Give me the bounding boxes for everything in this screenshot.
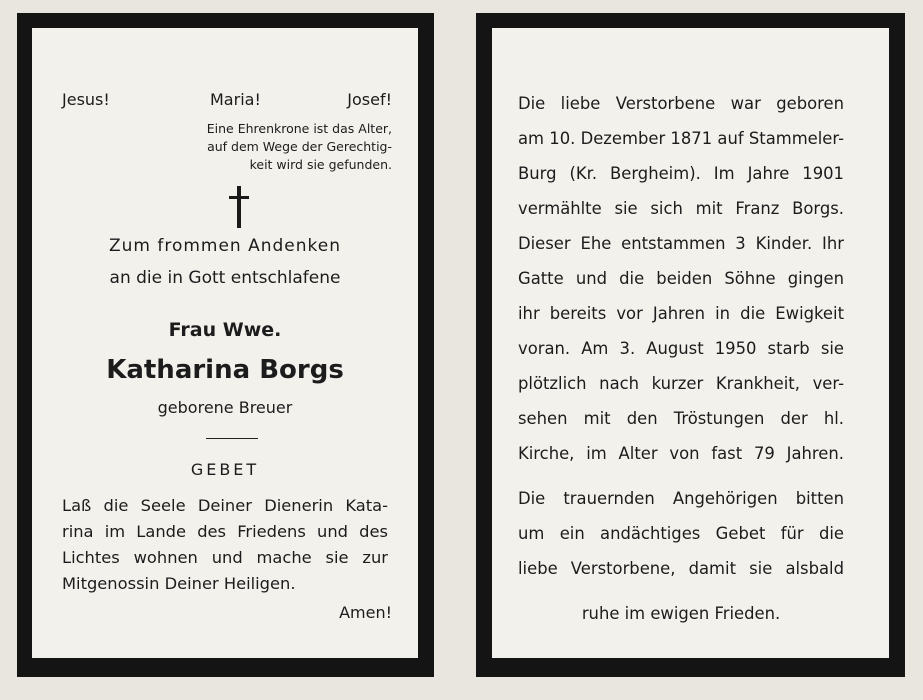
left-card: [17, 13, 434, 677]
prayer-title: GEBET: [190, 460, 260, 479]
bio-line: Dieser Ehe entstammen 3 Kinder. Ihr: [518, 234, 844, 253]
divider: [206, 438, 258, 439]
bio-line: Burg (Kr. Bergheim). Im Jahre 1901: [518, 164, 844, 183]
request-line: Die trauernden Angehörigen bitten: [518, 489, 844, 508]
amen-text: Amen!: [339, 603, 392, 622]
bio-line: ihr bereits vor Jahren in die Ewigkeit: [518, 304, 844, 323]
bio-line: vermählte sie sich mit Franz Borgs.: [518, 199, 844, 218]
biography-text: [518, 86, 844, 471]
right-card: [476, 13, 905, 677]
request-line: liebe Verstorbene, damit sie alsbald: [518, 559, 844, 578]
latin-cross-icon: [229, 186, 249, 228]
motto-line: auf dem Wege der Gerechtig-: [207, 139, 392, 154]
prayer-line: Mitgenossin Deiner Heiligen.: [62, 574, 296, 593]
request-line: um ein andächtiges Gebet für die: [518, 524, 844, 543]
motto-line: keit wird sie gefunden.: [249, 157, 392, 172]
name-jesus: Jesus!: [62, 90, 110, 109]
motto-line: Eine Ehrenkrone ist das Alter,: [206, 121, 392, 136]
prayer-line: Lichtes wohnen und mache sie zur: [62, 548, 388, 567]
bio-line: Die liebe Verstorbene war geboren: [518, 94, 844, 113]
maiden-name: geborene Breuer: [157, 398, 293, 417]
prayer-text: [62, 493, 388, 597]
bio-line: am 10. Dezember 1871 auf Stammeler-: [518, 129, 844, 148]
name-josef: Josef!: [347, 90, 392, 109]
andenken-line: an die in Gott entschlafene: [109, 268, 341, 288]
closing-line: ruhe im ewigen Frieden.: [581, 604, 781, 623]
deceased-name: Katharina Borgs: [106, 355, 344, 385]
prayer-line: rina im Lande des Friedens und des: [62, 522, 388, 541]
bio-line: Kirche, im Alter von fast 79 Jahren.: [518, 444, 844, 463]
bio-line: plötzlich nach kurzer Krankheit, ver-: [518, 374, 844, 393]
bio-line: sehen mit den Tröstungen der hl.: [518, 409, 844, 428]
name-maria: Maria!: [210, 90, 261, 109]
motto-verse: [162, 120, 392, 174]
bio-line: Gatte und die beiden Söhne gingen: [518, 269, 844, 288]
deceased-title: Frau Wwe.: [168, 319, 282, 341]
prayer-line: Laß die Seele Deiner Dienerin Kata-: [62, 496, 388, 515]
andenken-line: Zum frommen Andenken: [108, 236, 342, 256]
bio-line: voran. Am 3. August 1950 starb sie: [518, 339, 844, 358]
request-text: [518, 481, 844, 586]
